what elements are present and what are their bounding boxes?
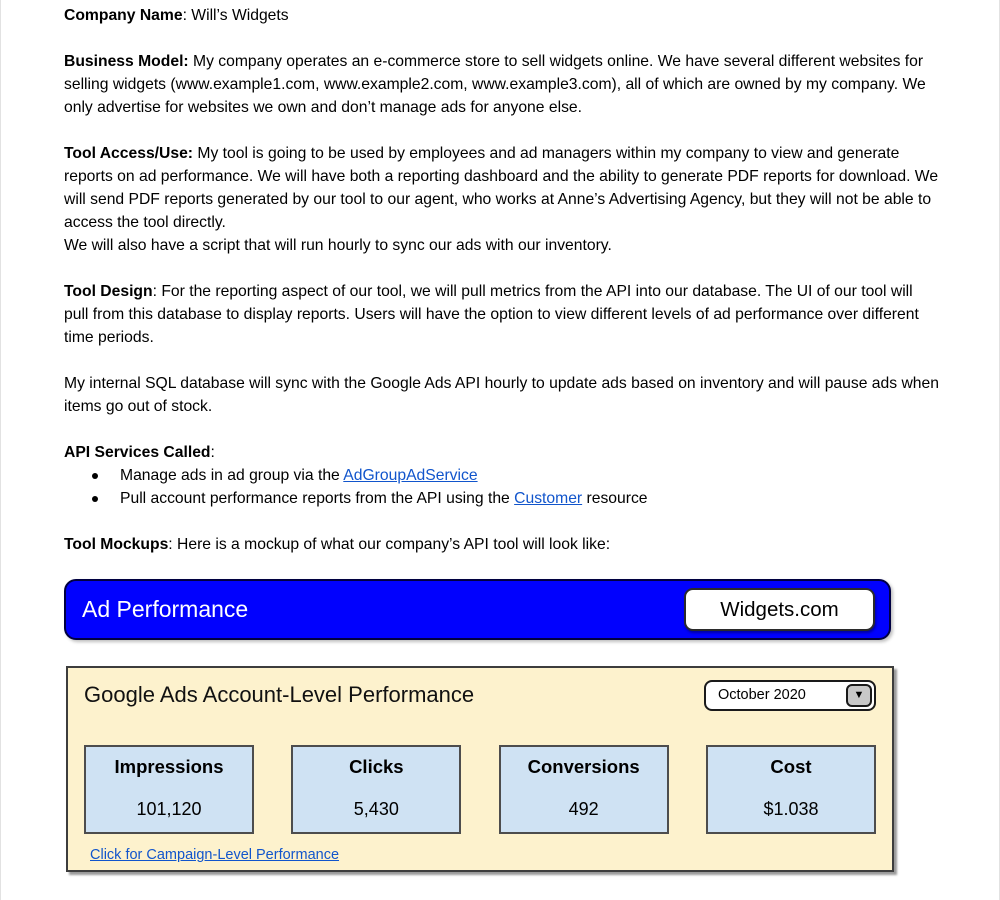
mockup-app-title: Ad Performance (82, 596, 249, 622)
company-name-value: : Will’s Widgets (182, 7, 289, 24)
metric-value: $1.038 (763, 799, 819, 819)
bullet-icon (92, 473, 98, 479)
tool-access-text: My tool is going to be used by employees and ad managers within my company to view and generate reports on ad performance. We will have both a reporting dashboard and the ability to generate PDF reports for download. We will send PDF reports generated by our tool to our agent, who works at Anne’s Advertising Agency, but they will not be able to access the tool directly. (64, 145, 939, 231)
metric-card-impressions (84, 745, 254, 834)
metric-label: Cost (770, 756, 812, 777)
metric-label: Conversions (527, 756, 640, 777)
list-item-text (120, 487, 648, 510)
metric-label: Impressions (114, 756, 224, 777)
tool-mockups-label: Tool Mockups (64, 536, 169, 553)
metric-value: 101,120 (136, 799, 202, 819)
metric-card-cost (706, 745, 876, 834)
account-performance-panel (66, 666, 894, 872)
widgets-site-button[interactable]: Widgets.com (684, 588, 875, 631)
panel-header-row (84, 679, 876, 711)
tool-access-text-2: We will also have a script that will run hourly to sync our ads with our inventory. (64, 237, 612, 254)
month-dropdown-button[interactable] (846, 684, 872, 707)
tool-design-paragraph (64, 280, 940, 349)
tool-design-label: Tool Design (64, 283, 153, 300)
metric-label: Clicks (349, 756, 404, 777)
adgroupadservice-link[interactable]: AdGroupAdService (343, 467, 478, 484)
document-body (1, 0, 999, 556)
metric-card-conversions (499, 745, 669, 834)
list-item-text (120, 464, 478, 487)
metric-value: 5,430 (353, 799, 399, 819)
panel-title: Google Ads Account-Level Performance (84, 682, 475, 707)
list-item (64, 487, 940, 510)
api-services-label: API Services Called (64, 444, 211, 461)
month-dropdown-value: October 2020 (718, 687, 806, 703)
tool-design-text: : For the reporting aspect of our tool, we will pull metrics from the API into our database. The UI of our tool will pull from this database to display reports. Users will have the option to view different levels of ad performance over different time periods. (64, 283, 919, 346)
metrics-row (84, 745, 876, 834)
metric-value: 492 (568, 799, 599, 819)
metric-card-clicks (291, 745, 461, 834)
tool-mockups-paragraph (64, 533, 940, 556)
business-model-label: Business Model: (64, 53, 189, 70)
api-services-list (64, 464, 940, 510)
tool-mockups-text: : Here is a mockup of what our company’s API tool will look like: (168, 536, 611, 553)
company-name-line (64, 4, 940, 27)
company-name-label: Company Name (64, 7, 183, 24)
api-services-heading (64, 441, 940, 464)
month-dropdown[interactable] (704, 680, 876, 711)
list-item (64, 464, 940, 487)
sql-sync-text: My internal SQL database will sync with the Google Ads API hourly to update ads based on inventory and will pause ads when items go out of stock. (64, 375, 939, 415)
bullet-1-pre: Manage ads in ad group via the (120, 467, 344, 484)
bullet-icon (92, 496, 98, 502)
tool-access-paragraph (64, 142, 940, 257)
api-services-colon: : (210, 444, 215, 461)
customer-resource-link[interactable]: Customer (514, 490, 583, 507)
bullet-2-pre: Pull account performance reports from the API using the (120, 490, 515, 507)
campaign-level-performance-link[interactable]: Click for Campaign-Level Performance (90, 847, 340, 863)
chevron-down-icon: ▼ (853, 688, 865, 701)
bullet-2-post: resource (582, 490, 648, 507)
sql-sync-paragraph (64, 372, 940, 418)
mockup-header-bar (64, 579, 891, 640)
tool-access-label: Tool Access/Use: (64, 145, 194, 162)
business-model-paragraph (64, 50, 940, 119)
business-model-text: My company operates an e-commerce store to sell widgets online. We have several different websites for selling widgets (www.example1.com, www.example2.com, www.example3.com), all of which are owned by my company. We only advertise for websites we own and don’t manage ads for anyone else. (64, 53, 926, 116)
